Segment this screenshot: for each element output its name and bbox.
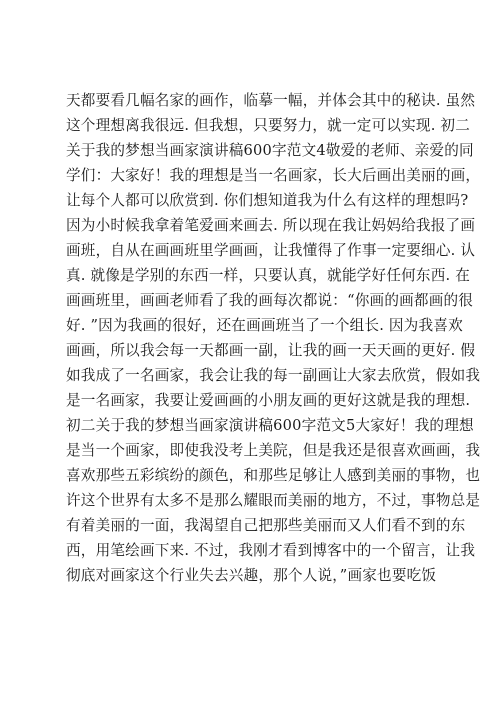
text-line-17: 许这个世界有太多不是那么耀眼而美丽的地方，不过，事物总是 [66, 492, 481, 509]
text-line-15: 是当一个画家，即使我没考上美院，但是我还是很喜欢画画，我 [66, 442, 481, 459]
body-text [66, 88, 481, 588]
text-line-9: 画画班里，画画老师看了我的画每次都说：“你画的画都画的很 [66, 292, 474, 309]
text-line-13: 是一名画家，我要让爱画画的小朋友画的更好这就是我的理想. [66, 392, 471, 409]
text-line-11: 画画，所以我会每一天都画一副，让我的画一天天画的更好. 假 [66, 342, 476, 359]
text-line-5: 让每个人都可以欣赏到. 你们想知道我为什么有这样的理想吗? [66, 192, 469, 209]
text-line-3: 关于我的梦想当画家演讲稿600字范文4敬爱的老师、亲爱的同 [66, 142, 474, 159]
text-line-18: 有着美丽的一面，我渴望自己把那些美丽而又人们看不到的东 [66, 517, 466, 534]
text-line-7: 画班，自从在画画班里学画画，让我懂得了作事一定要细心. 认 [66, 242, 476, 259]
text-line-4: 学们：大家好！我的理想是当一名画家，长大后画出美丽的画， [66, 167, 481, 184]
text-line-14: 初二关于我的梦想当画家演讲稿600字范文5大家好！我的理想 [66, 417, 474, 434]
text-line-2: 这个理想离我很远. 但我想，只要努力，就一定可以实现. 初二 [66, 117, 470, 134]
text-line-1: 天都要看几幅名家的画作，临摹一幅，并体会其中的秘诀. 虽然 [66, 92, 476, 109]
text-line-16: 喜欢那些五彩缤纷的颜色，和那些足够让人感到美丽的事物，也 [66, 467, 481, 484]
text-line-8: 真. 就像是学别的东西一样，只要认真，就能学好任何东西. 在 [66, 267, 470, 284]
text-line-6: 因为小时候我拿着笔爱画来画去. 所以现在我让妈妈给我报了画 [66, 217, 476, 234]
text-line-20: 彻底对画家这个行业失去兴趣，那个人说，”画家也要吃饭 [66, 567, 437, 584]
text-line-12: 如我成了一名画家，我会让我的每一副画让大家去欣赏，假如我 [66, 367, 481, 384]
text-line-19: 西，用笔绘画下来. 不过，我刚才看到博客中的一个留言，让我 [66, 542, 476, 559]
text-line-10: 好. ”因为我画的很好，还在画画班当了一个组长. 因为我喜欢 [66, 317, 463, 334]
